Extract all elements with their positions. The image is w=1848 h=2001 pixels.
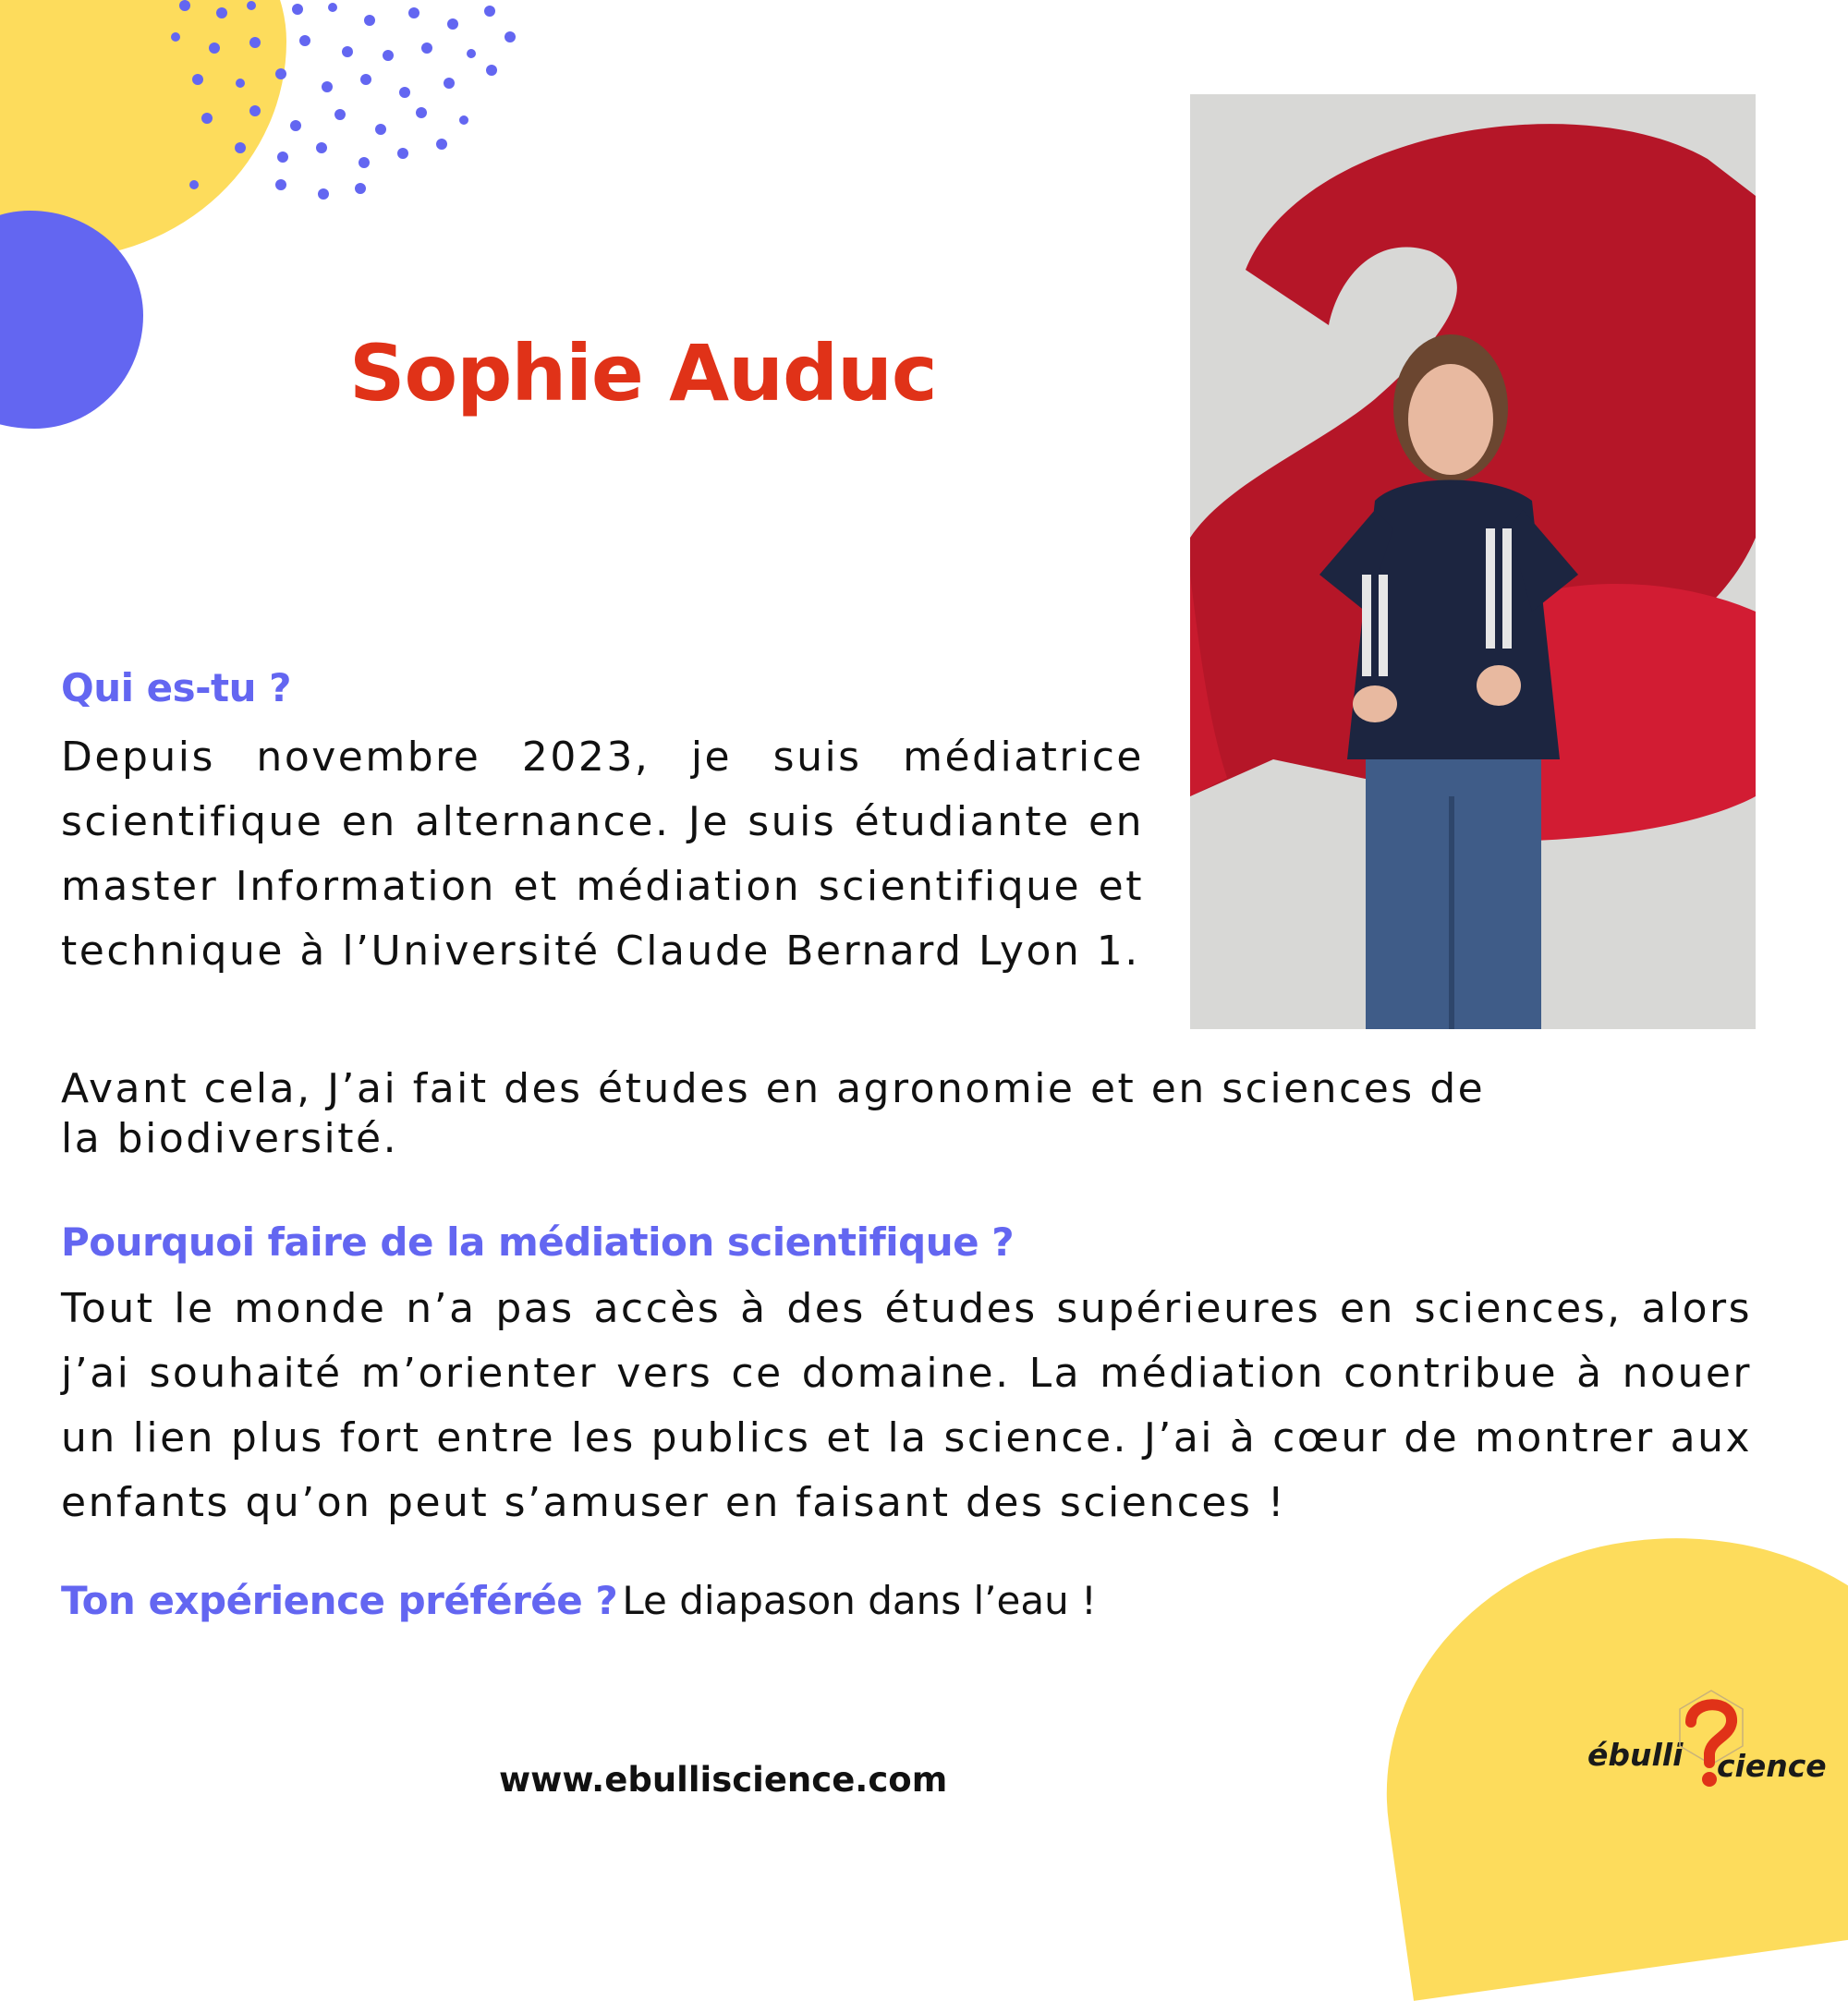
- paragraph-who-current: Depuis novembre 2023, je suis médiatrice scientifique en alternance. Je suis étudiante en master Information et médiation scientifique et technique à l’Université Claude Bernard Lyon 1.: [61, 734, 1144, 975]
- logo-text-right: cience: [1717, 1748, 1827, 1784]
- portrait-photo: [1190, 94, 1756, 1029]
- paragraph-why: Tout le monde n’a pas accès à des études supérieures en sciences, alors j’ai souhaité m’orienter vers ce domaine. La médiation contribue à nouer un lien plus fort entre les publics et la science. J’ai à cœur de montrer aux enfants qu’on peut s’amuser en faisant des sciences !: [61, 1285, 1752, 1526]
- answer-favorite: Le diapason dans l’eau !: [622, 1578, 1097, 1623]
- favorite-experience-line: [61, 1578, 1097, 1623]
- question-why: Pourquoi faire de la médiation scientifique ?: [61, 1219, 1015, 1265]
- paragraph-who-before: Avant cela, J’ai fait des études en agronomie et en sciences de la biodiversité.: [61, 1065, 1486, 1162]
- question-who: Qui es-tu ?: [61, 665, 292, 710]
- ebulliscience-logo: [1582, 1689, 1831, 1792]
- page-title: Sophie Auduc: [349, 328, 937, 418]
- question-favorite: Ton expérience préférée ?: [61, 1578, 618, 1623]
- website-link[interactable]: www.ebulliscience.com: [499, 1760, 948, 1800]
- decorative-dot-pattern: [166, 0, 554, 222]
- logo-text-left: ébulli: [1587, 1737, 1684, 1773]
